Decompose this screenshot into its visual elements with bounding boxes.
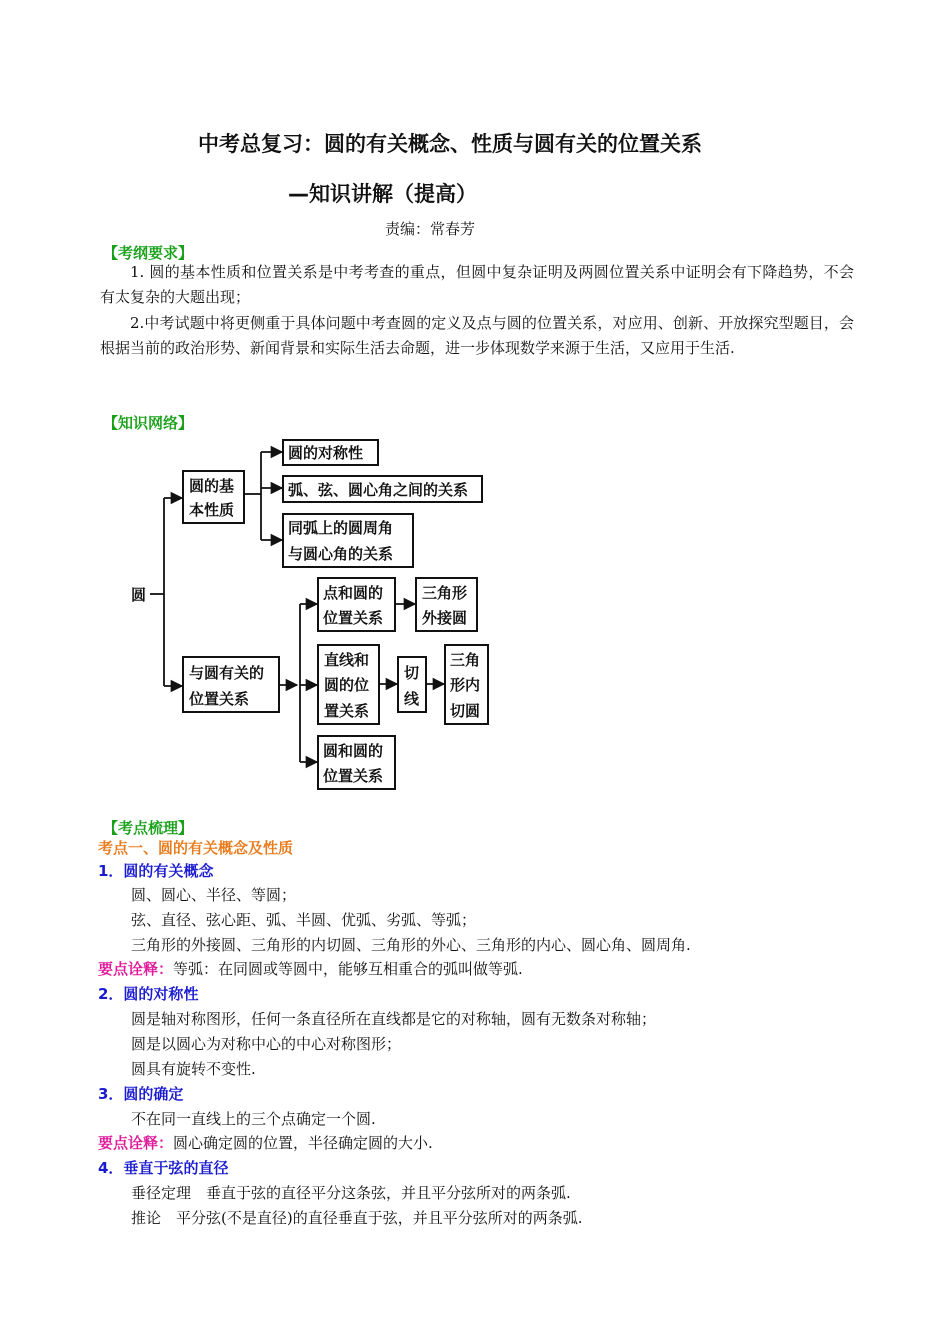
section-2-line-1: 圆是轴对称图形，任何一条直径所在直线都是它的对称轴，圆有无数条对称轴； bbox=[131, 1010, 657, 1028]
node-inscribed-line1: 同弧上的圆周角 bbox=[288, 519, 394, 537]
section-3-line: 不在同一直线上的三个点确定一个圆. bbox=[131, 1110, 376, 1128]
doc-title: 中考总复习：圆的有关概念、性质与圆有关的位置关系 bbox=[198, 132, 702, 156]
node-position-line2: 位置关系 bbox=[189, 690, 250, 708]
node-inscribed-line2: 与圆心角的关系 bbox=[288, 545, 394, 563]
section-3-title: 3．圆的确定 bbox=[98, 1085, 184, 1103]
section-2-line-3: 圆具有旋转不变性. bbox=[131, 1060, 256, 1078]
section-4-title: 4．垂直于弦的直径 bbox=[98, 1159, 229, 1177]
node-symmetry: 圆的对称性 bbox=[288, 444, 364, 462]
section-4-line-1: 垂径定理 垂直于弦的直径平分这条弦，并且平分弦所对的两条弧. bbox=[131, 1184, 571, 1202]
node-tangent-line1: 切 bbox=[404, 664, 420, 682]
note-1-text: 等弧：在同圆或等圆中，能够互相重合的弧叫做等弧. bbox=[173, 960, 523, 978]
node-incircle-line1: 三角 bbox=[450, 651, 481, 669]
section-2-line-2: 圆是以圆心为对称中心的中心对称图形； bbox=[131, 1035, 402, 1053]
note-2 bbox=[98, 1132, 433, 1153]
syllabus-item-2: 2.中考试题中将更侧重于具体问题中考查圆的定义及点与圆的位置关系，对应用、创新、开放探究型题目，会根据当前的政治形势、新闻背景和实际生活去命题，进一步体现数学来源于生活，又应用于生活. bbox=[100, 314, 854, 357]
node-circumcircle-line1: 三角形 bbox=[422, 584, 468, 602]
section-1-title: 1．圆的有关概念 bbox=[98, 862, 214, 880]
node-tangent-line2: 线 bbox=[404, 690, 420, 708]
section-1-line-2: 弦、直径、弦心距、弧、半圆、优弧、劣弧、等弧； bbox=[131, 911, 477, 929]
section-4-line-2: 推论 平分弦(不是直径)的直径垂直于弦，并且平分弦所对的两条弧. bbox=[131, 1209, 583, 1227]
node-position-line1: 与圆有关的 bbox=[189, 664, 265, 682]
editor-credit: 责编：常春芳 bbox=[384, 220, 475, 238]
note-1-label: 要点诠释： bbox=[98, 960, 174, 978]
section-1-line-3: 三角形的外接圆、三角形的内切圆、三角形的外心、三角形的内心、圆心角、圆周角. bbox=[131, 936, 691, 954]
node-incircle-line2: 形内 bbox=[450, 676, 481, 694]
node-circle-circle-line2: 位置关系 bbox=[323, 767, 384, 785]
node-point-circle-line1: 点和圆的 bbox=[323, 584, 384, 602]
point-one-heading: 考点一、圆的有关概念及性质 bbox=[98, 839, 294, 857]
section-2-title: 2．圆的对称性 bbox=[98, 985, 199, 1003]
node-line-circle-line2: 圆的位 bbox=[324, 676, 370, 694]
node-arcs: 弧、弦、圆心角之间的关系 bbox=[288, 481, 469, 499]
network-heading: 【知识网络】 bbox=[103, 414, 194, 432]
node-basic-line1: 圆的基 bbox=[189, 477, 235, 495]
syllabus-heading: 【考纲要求】 bbox=[103, 244, 194, 262]
node-circumcircle-line2: 外接圆 bbox=[422, 609, 468, 627]
node-line-circle-line1: 直线和 bbox=[324, 651, 370, 669]
node-basic-line2: 本性质 bbox=[189, 501, 235, 519]
node-circle-circle-line1: 圆和圆的 bbox=[323, 742, 384, 760]
node-circle: 圆 bbox=[131, 586, 147, 604]
note-1 bbox=[98, 958, 523, 979]
note-2-label: 要点诠释： bbox=[98, 1134, 174, 1152]
note-2-text: 圆心确定圆的位置，半径确定圆的大小. bbox=[173, 1134, 433, 1152]
syllabus-item-1: 1. 圆的基本性质和位置关系是中考考查的重点，但圆中复杂证明及两圆位置关系中证明会有下降趋势，不会有太复杂的大题出现； bbox=[100, 263, 854, 306]
node-line-circle-line3: 置关系 bbox=[324, 702, 370, 720]
review-heading: 【考点梳理】 bbox=[103, 819, 194, 837]
doc-subtitle: —知识讲解（提高） bbox=[288, 182, 477, 206]
node-incircle-line3: 切圆 bbox=[450, 702, 481, 720]
knowledge-network-diagram bbox=[120, 432, 500, 794]
section-1-line-1: 圆、圆心、半径、等圆； bbox=[131, 886, 297, 904]
node-point-circle-line2: 位置关系 bbox=[323, 609, 384, 627]
